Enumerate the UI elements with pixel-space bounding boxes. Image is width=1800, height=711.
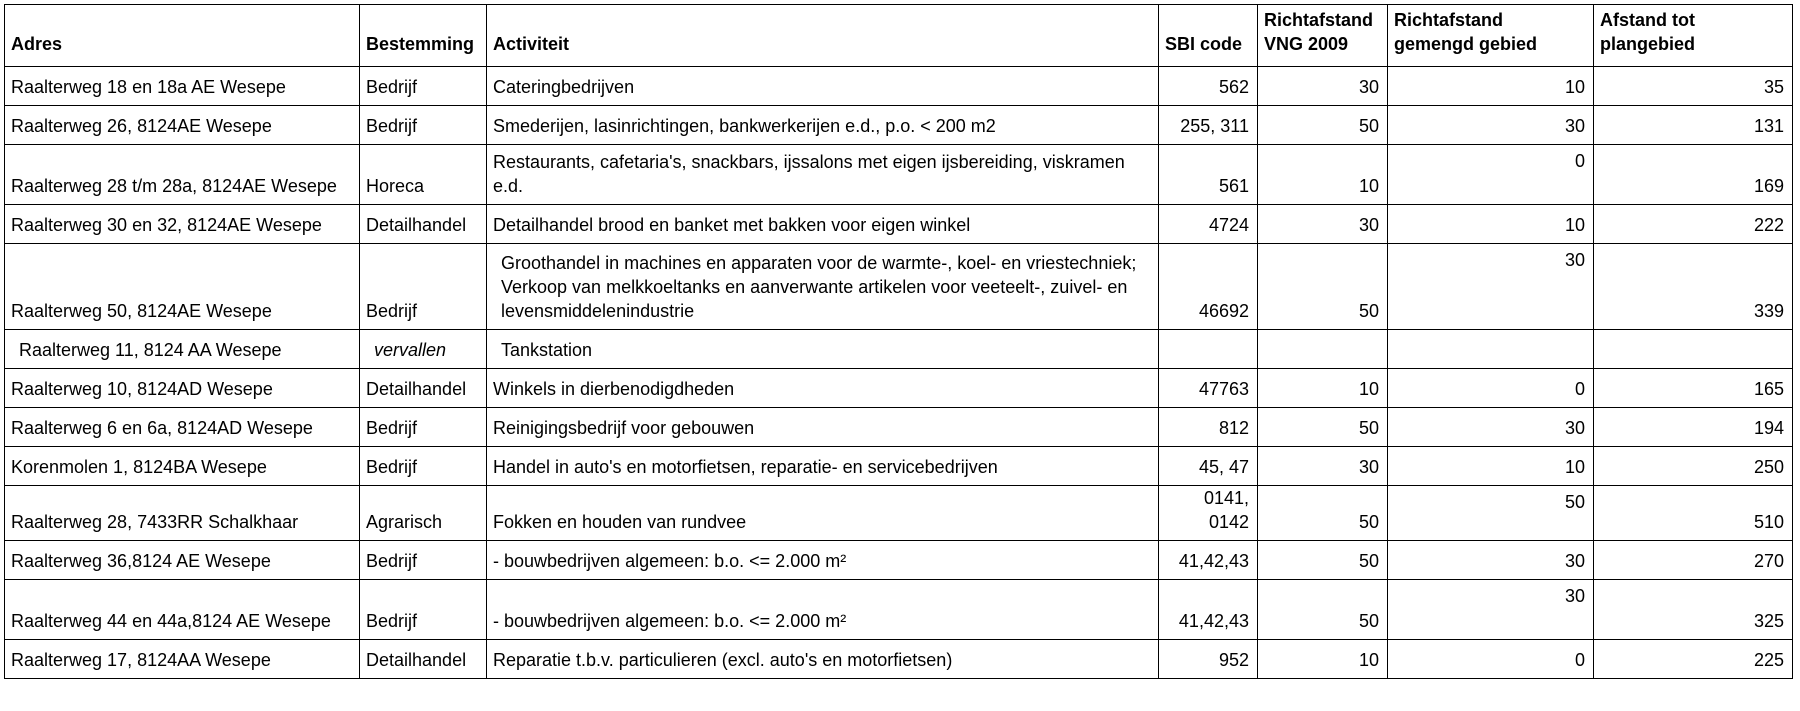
cell-activiteit: Fokken en houden van rundvee xyxy=(487,486,1159,541)
table-row xyxy=(5,640,1793,679)
cell-richtafstand-vng: 50 xyxy=(1258,580,1388,640)
cell-sbi: 45, 47 xyxy=(1159,447,1258,486)
cell-bestemming: Bedrijf xyxy=(360,541,487,580)
cell-richtafstand-vng: 10 xyxy=(1258,640,1388,679)
cell-adres: Raalterweg 44 en 44a,8124 AE Wesepe xyxy=(5,580,360,640)
cell-afstand: 339 xyxy=(1594,244,1793,330)
cell-richtafstand-gemengd: 30 xyxy=(1388,106,1594,145)
cell-activiteit: Restaurants, cafetaria's, snackbars, ijssalons met eigen ijsbereiding, viskramen e.d. xyxy=(487,145,1159,205)
cell-richtafstand-vng: 50 xyxy=(1258,408,1388,447)
cell-activiteit: Groothandel in machines en apparaten voor de warmte-, koel- en vriestechniek; Verkoop van melkkoeltanks en aanverwante artikelen voor veeteelt-, zuivel- en levensmiddelenindustrie xyxy=(487,244,1159,330)
cell-richtafstand-vng: 10 xyxy=(1258,145,1388,205)
cell-richtafstand-vng xyxy=(1258,330,1388,369)
cell-adres: Raalterweg 28 t/m 28a, 8124AE Wesepe xyxy=(5,145,360,205)
cell-bestemming: vervallen xyxy=(360,330,487,369)
cell-sbi: 562 xyxy=(1159,67,1258,106)
table-row xyxy=(5,106,1793,145)
cell-bestemming: Detailhandel xyxy=(360,369,487,408)
cell-richtafstand-gemengd: 30 xyxy=(1388,580,1594,640)
cell-adres: Raalterweg 10, 8124AD Wesepe xyxy=(5,369,360,408)
cell-richtafstand-gemengd: 10 xyxy=(1388,447,1594,486)
cell-sbi: 41,42,43 xyxy=(1159,580,1258,640)
cell-activiteit: Winkels in dierbenodigdheden xyxy=(487,369,1159,408)
cell-activiteit: Handel in auto's en motorfietsen, reparatie- en servicebedrijven xyxy=(487,447,1159,486)
col-header-activiteit: Activiteit xyxy=(487,5,1159,67)
cell-activiteit: Smederijen, lasinrichtingen, bankwerkerijen e.d., p.o. < 200 m2 xyxy=(487,106,1159,145)
cell-bestemming: Bedrijf xyxy=(360,580,487,640)
cell-adres: Raalterweg 6 en 6a, 8124AD Wesepe xyxy=(5,408,360,447)
cell-bestemming: Bedrijf xyxy=(360,447,487,486)
col-header-adres: Adres xyxy=(5,5,360,67)
col-header-sbi: SBI code xyxy=(1159,5,1258,67)
table-row xyxy=(5,369,1793,408)
cell-afstand: 165 xyxy=(1594,369,1793,408)
cell-afstand: 35 xyxy=(1594,67,1793,106)
cell-adres: Raalterweg 28, 7433RR Schalkhaar xyxy=(5,486,360,541)
cell-sbi: 812 xyxy=(1159,408,1258,447)
cell-richtafstand-vng: 30 xyxy=(1258,67,1388,106)
cell-activiteit: - bouwbedrijven algemeen: b.o. <= 2.000 m² xyxy=(487,541,1159,580)
table-row xyxy=(5,541,1793,580)
cell-sbi: 46692 xyxy=(1159,244,1258,330)
cell-activiteit: Reinigingsbedrijf voor gebouwen xyxy=(487,408,1159,447)
table-row xyxy=(5,330,1793,369)
cell-sbi: 4724 xyxy=(1159,205,1258,244)
cell-bestemming: Bedrijf xyxy=(360,408,487,447)
cell-activiteit: Tankstation xyxy=(487,330,1159,369)
cell-bestemming: Detailhandel xyxy=(360,640,487,679)
cell-richtafstand-vng: 30 xyxy=(1258,205,1388,244)
cell-richtafstand-vng: 50 xyxy=(1258,486,1388,541)
cell-afstand: 510 xyxy=(1594,486,1793,541)
cell-adres: Raalterweg 50, 8124AE Wesepe xyxy=(5,244,360,330)
cell-bestemming: Bedrijf xyxy=(360,67,487,106)
cell-afstand: 225 xyxy=(1594,640,1793,679)
cell-adres: Raalterweg 11, 8124 AA Wesepe xyxy=(5,330,360,369)
cell-afstand: 250 xyxy=(1594,447,1793,486)
cell-adres: Raalterweg 18 en 18a AE Wesepe xyxy=(5,67,360,106)
cell-activiteit: Detailhandel brood en banket met bakken voor eigen winkel xyxy=(487,205,1159,244)
table-row xyxy=(5,580,1793,640)
cell-activiteit: Reparatie t.b.v. particulieren (excl. auto's en motorfietsen) xyxy=(487,640,1159,679)
cell-richtafstand-gemengd: 50 xyxy=(1388,486,1594,541)
cell-richtafstand-gemengd: 30 xyxy=(1388,541,1594,580)
table-row xyxy=(5,244,1793,330)
cell-activiteit: - bouwbedrijven algemeen: b.o. <= 2.000 m² xyxy=(487,580,1159,640)
cell-richtafstand-gemengd: 0 xyxy=(1388,145,1594,205)
cell-richtafstand-gemengd: 0 xyxy=(1388,640,1594,679)
cell-afstand: 169 xyxy=(1594,145,1793,205)
col-header-afstand: Afstand tot plangebied xyxy=(1594,5,1793,67)
col-header-richtafstand-vng: Richtafstand VNG 2009 xyxy=(1258,5,1388,67)
cell-richtafstand-vng: 50 xyxy=(1258,106,1388,145)
cell-activiteit: Cateringbedrijven xyxy=(487,67,1159,106)
col-header-bestemming: Bestemming xyxy=(360,5,487,67)
cell-adres: Raalterweg 17, 8124AA Wesepe xyxy=(5,640,360,679)
cell-richtafstand-gemengd: 0 xyxy=(1388,369,1594,408)
table-row xyxy=(5,67,1793,106)
cell-sbi: 0141, 0142 xyxy=(1159,486,1258,541)
cell-afstand xyxy=(1594,330,1793,369)
cell-afstand: 325 xyxy=(1594,580,1793,640)
cell-sbi: 952 xyxy=(1159,640,1258,679)
cell-richtafstand-vng: 50 xyxy=(1258,541,1388,580)
bedrijven-table xyxy=(4,4,1793,679)
cell-richtafstand-vng: 30 xyxy=(1258,447,1388,486)
table-row xyxy=(5,447,1793,486)
cell-sbi: 47763 xyxy=(1159,369,1258,408)
cell-richtafstand-gemengd: 10 xyxy=(1388,67,1594,106)
cell-richtafstand-gemengd xyxy=(1388,330,1594,369)
col-header-richtafstand-gemengd: Richtafstand gemengd gebied xyxy=(1388,5,1594,67)
cell-afstand: 131 xyxy=(1594,106,1793,145)
cell-sbi: 561 xyxy=(1159,145,1258,205)
cell-richtafstand-gemengd: 30 xyxy=(1388,408,1594,447)
cell-bestemming: Bedrijf xyxy=(360,106,487,145)
cell-adres: Raalterweg 26, 8124AE Wesepe xyxy=(5,106,360,145)
cell-sbi: 255, 311 xyxy=(1159,106,1258,145)
cell-richtafstand-gemengd: 10 xyxy=(1388,205,1594,244)
header-row xyxy=(5,5,1793,67)
table-row xyxy=(5,205,1793,244)
cell-afstand: 194 xyxy=(1594,408,1793,447)
cell-bestemming: Detailhandel xyxy=(360,205,487,244)
cell-bestemming: Horeca xyxy=(360,145,487,205)
table-row xyxy=(5,145,1793,205)
cell-adres: Korenmolen 1, 8124BA Wesepe xyxy=(5,447,360,486)
cell-richtafstand-vng: 10 xyxy=(1258,369,1388,408)
cell-bestemming: Agrarisch xyxy=(360,486,487,541)
cell-sbi xyxy=(1159,330,1258,369)
cell-afstand: 270 xyxy=(1594,541,1793,580)
cell-afstand: 222 xyxy=(1594,205,1793,244)
cell-sbi: 41,42,43 xyxy=(1159,541,1258,580)
cell-richtafstand-gemengd: 30 xyxy=(1388,244,1594,330)
cell-adres: Raalterweg 36,8124 AE Wesepe xyxy=(5,541,360,580)
cell-richtafstand-vng: 50 xyxy=(1258,244,1388,330)
table-row xyxy=(5,408,1793,447)
cell-bestemming: Bedrijf xyxy=(360,244,487,330)
cell-adres: Raalterweg 30 en 32, 8124AE Wesepe xyxy=(5,205,360,244)
table-row xyxy=(5,486,1793,541)
